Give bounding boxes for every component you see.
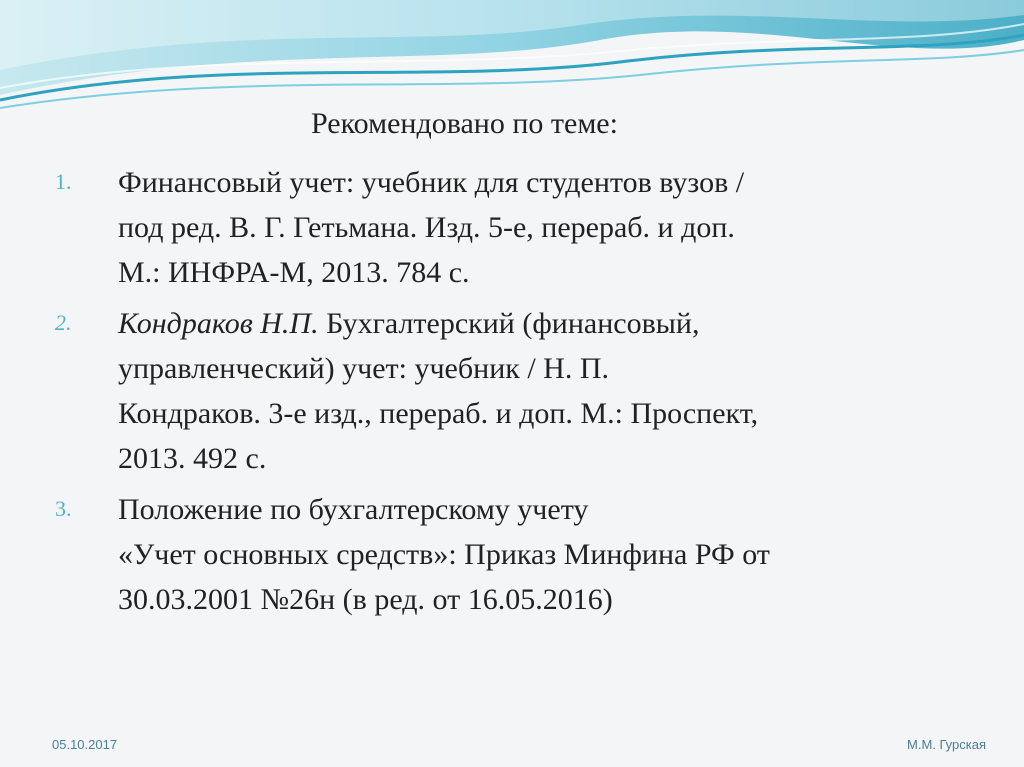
item-text-line: Положение по бухгалтерскому учету — [118, 493, 589, 526]
footer-author: М.М. Гурская — [907, 737, 986, 752]
reference-list — [0, 160, 1024, 628]
header-wave-decoration — [0, 0, 1024, 120]
list-item — [0, 301, 978, 481]
list-item-number: 1. — [55, 169, 72, 194]
list-item — [0, 160, 978, 295]
list-item — [0, 487, 978, 622]
item-text-line: под ред. В. Г. Гетьмана. Изд. 5-е, перераб. и доп. — [118, 211, 735, 244]
item-text-line: 2013. 492 с. — [118, 442, 267, 475]
footer-date: 05.10.2017 — [52, 737, 118, 752]
item-text-line: М.: ИНФРА-М, 2013. 784 с. — [118, 256, 470, 289]
item-text-line — [118, 301, 978, 346]
list-item-number: 3. — [55, 496, 72, 521]
item-text-line: Финансовый учет: учебник для студентов вузов / — [118, 166, 745, 199]
slide-heading: Рекомендовано по теме: — [311, 107, 618, 140]
item-text-line: «Учет основных средств»: Приказ Минфина РФ от — [118, 538, 770, 571]
item-text-fragment: Бухгалтерский (финансовый, — [318, 307, 700, 340]
item-text-line: 30.03.2001 №26н (в ред. от 16.05.2016) — [118, 583, 613, 616]
list-item-number: 2. — [55, 310, 72, 335]
item-text-line: управленческий) учет: учебник / Н. П. — [118, 352, 609, 385]
item-author: Кондраков Н.П. — [118, 307, 319, 340]
item-text-line: Кондраков. 3-е изд., перераб. и доп. М.: Проспект, — [118, 397, 759, 430]
